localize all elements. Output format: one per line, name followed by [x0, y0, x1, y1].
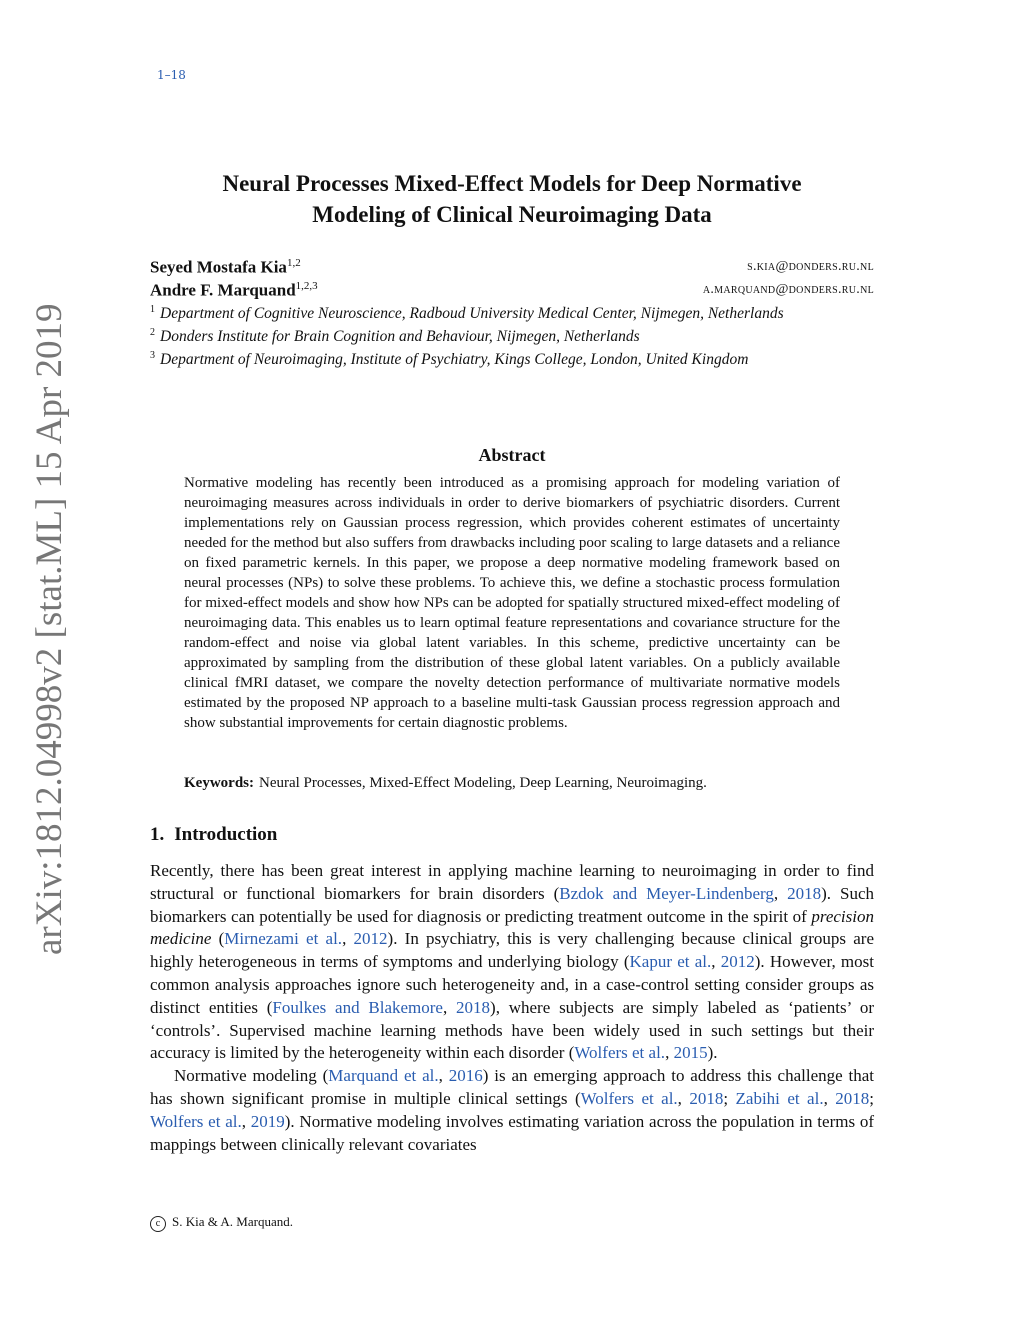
text: ( — [211, 929, 225, 949]
citation-year-link[interactable]: 2018 — [787, 883, 822, 903]
citation-link[interactable]: Wolfers et al. — [150, 1111, 242, 1131]
section-heading — [150, 824, 277, 846]
citation-year-link[interactable]: 2015 — [673, 1043, 708, 1063]
text: ; — [723, 1088, 736, 1108]
text: , — [438, 1066, 449, 1086]
citation-link[interactable]: Mirnezami et al. — [224, 929, 343, 949]
text: , — [442, 997, 457, 1017]
copyright-icon: c — [150, 1216, 166, 1232]
copyright-line — [150, 1214, 293, 1232]
title-line-1: Neural Processes Mixed-Effect Models for Deep Normative — [222, 171, 802, 196]
text: ). — [707, 1043, 718, 1063]
affiliation-text: Donders Institute for Brain Cognition and Behaviour, Nijmegen, Netherlands — [160, 328, 640, 346]
author-email[interactable]: a.marquand@donders.ru.nl — [702, 282, 874, 297]
affiliation-num: 2 — [150, 327, 155, 338]
paper-title — [140, 168, 884, 230]
text: , — [241, 1111, 251, 1131]
citation-year-link[interactable]: 2018 — [689, 1088, 724, 1108]
citation-link[interactable]: Bzdok and Meyer-Lindenberg — [559, 883, 774, 903]
citation-link[interactable]: Foulkes and Blakemore — [272, 997, 443, 1017]
emphasis: precision medicine — [150, 906, 874, 949]
citation-year-link[interactable]: 2018 — [835, 1088, 870, 1108]
citation-year-link[interactable]: 2012 — [720, 952, 755, 972]
affiliation-num: 3 — [150, 350, 155, 361]
text: ). Normative modeling involves estimating variation across the population in terms of mappings between clinically relevant covariates — [150, 1111, 875, 1154]
copyright-text: S. Kia & A. Marquand. — [172, 1214, 293, 1229]
keywords — [184, 775, 840, 792]
title-line-2: Modeling of Clinical Neuroimaging Data — [312, 202, 712, 227]
author-2 — [150, 280, 874, 301]
text: Recently, there has been great interest in applying machine learning to neuroimaging in order to find structural or functional biomarkers for brain disorders ( — [150, 861, 874, 903]
citation-year-link[interactable]: 2018 — [456, 997, 491, 1017]
introduction-body — [150, 860, 874, 1156]
author-sup: 1,2 — [286, 257, 301, 269]
arxiv-stamp: arXiv:1812.04998v2 [stat.ML] 15 Apr 2019 — [29, 303, 70, 955]
keywords-list: Neural Processes, Mixed-Effect Modeling, Deep Learning, Neuroimaging. — [259, 775, 707, 791]
page-number: 1–18 — [157, 68, 186, 82]
citation-link[interactable]: Wolfers et al. — [574, 1043, 666, 1063]
text: ). In psychiatry, this is very challenging because clinical groups are highly heterogeneous in terms of symptoms and underlying biology ( — [150, 929, 874, 972]
affiliation-text: Department of Neuroimaging, Institute of Psychiatry, Kings College, London, United Kingdom — [160, 351, 749, 369]
abstract-heading: Abstract — [478, 445, 546, 465]
section-title: Introduction — [174, 824, 278, 845]
text: , — [711, 952, 721, 972]
citation-link[interactable]: Zabihi et al. — [735, 1088, 824, 1108]
text: , — [665, 1043, 674, 1063]
paragraph-2 — [150, 1065, 874, 1156]
affiliation-1 — [150, 304, 880, 323]
affiliation-2 — [150, 327, 880, 346]
text: ), where subjects are simply labeled as ‘patients’ or ‘controls’. Supervised machine learning methods have been widely used in such settings but their accuracy is limited by the heterogeneity within each disorder ( — [150, 997, 874, 1063]
abstract-text: Normative modeling has recently been introduced as a promising approach for modeling variation of neuroimaging measures across individuals in order to derive biomarkers of psychiatric disorders. Current implementations rely on Gaussian process regression, which provides coherent estimates of uncertainty needed for the method but also suffers from drawbacks including poor scaling to large datasets and a reliance on fixed parametric kernels. In this paper, we propose a deep normative modeling framework based on neural processes (NPs) to solve these problems. To achieve this, we define a stochastic process formulation for mixed-effect models and show how NPs can be adopted for spatially structured mixed-effect modeling of neuroimaging data. This enables us to learn optimal feature representations and covariance structure for the random-effect and noise via global latent variables. In this scheme, predictive uncertainty can be approximated by sampling from the distribution of these global latent variables. On a publicly available clinical fMRI dataset, we compare the novelty detection performance of multivariate normative models estimated by the proposed NP approach to a baseline multi-task Gaussian process regression approach and show substantial improvements for certain diagnostic problems. — [184, 475, 840, 731]
text: , — [773, 883, 788, 903]
text: , — [823, 1088, 836, 1108]
text: ; — [869, 1088, 874, 1108]
keywords-label: Keywords: — [184, 775, 254, 791]
text: ). Such biomarkers can potentially be used for diagnosis or predicting treatment outcome in the spirit of — [150, 883, 874, 926]
author-email[interactable]: s.kia@donders.ru.nl — [747, 259, 874, 274]
affiliation-num: 1 — [150, 304, 155, 315]
citation-year-link[interactable]: 2019 — [250, 1111, 285, 1131]
author-1 — [150, 257, 874, 278]
text: , — [342, 929, 354, 949]
text: Normative modeling ( — [174, 1066, 329, 1086]
author-sup: 1,2,3 — [295, 280, 318, 292]
citation-link[interactable]: Wolfers et al. — [580, 1088, 678, 1108]
citation-link[interactable]: Marquand et al. — [328, 1066, 439, 1086]
author-name: Seyed Mostafa Kia — [150, 257, 287, 277]
paragraph-1 — [150, 860, 874, 1065]
citation-year-link[interactable]: 2016 — [448, 1066, 483, 1086]
affiliation-text: Department of Cognitive Neuroscience, Radboud University Medical Center, Nijmegen, Netherlands — [160, 305, 784, 323]
citation-link[interactable]: Kapur et al. — [629, 952, 712, 972]
text: ). However, most common analysis approaches ignore such heterogeneity and, in a case-control setting consider groups as distinct entities ( — [150, 952, 874, 1017]
text: ) is an emerging approach to address this challenge that has shown significant promise in multiple clinical settings ( — [150, 1066, 875, 1108]
citation-year-link[interactable]: 2012 — [353, 929, 388, 949]
affiliation-3 — [150, 350, 880, 369]
section-number: 1. — [150, 824, 165, 845]
author-name: Andre F. Marquand — [150, 280, 296, 300]
text: , — [677, 1088, 690, 1108]
